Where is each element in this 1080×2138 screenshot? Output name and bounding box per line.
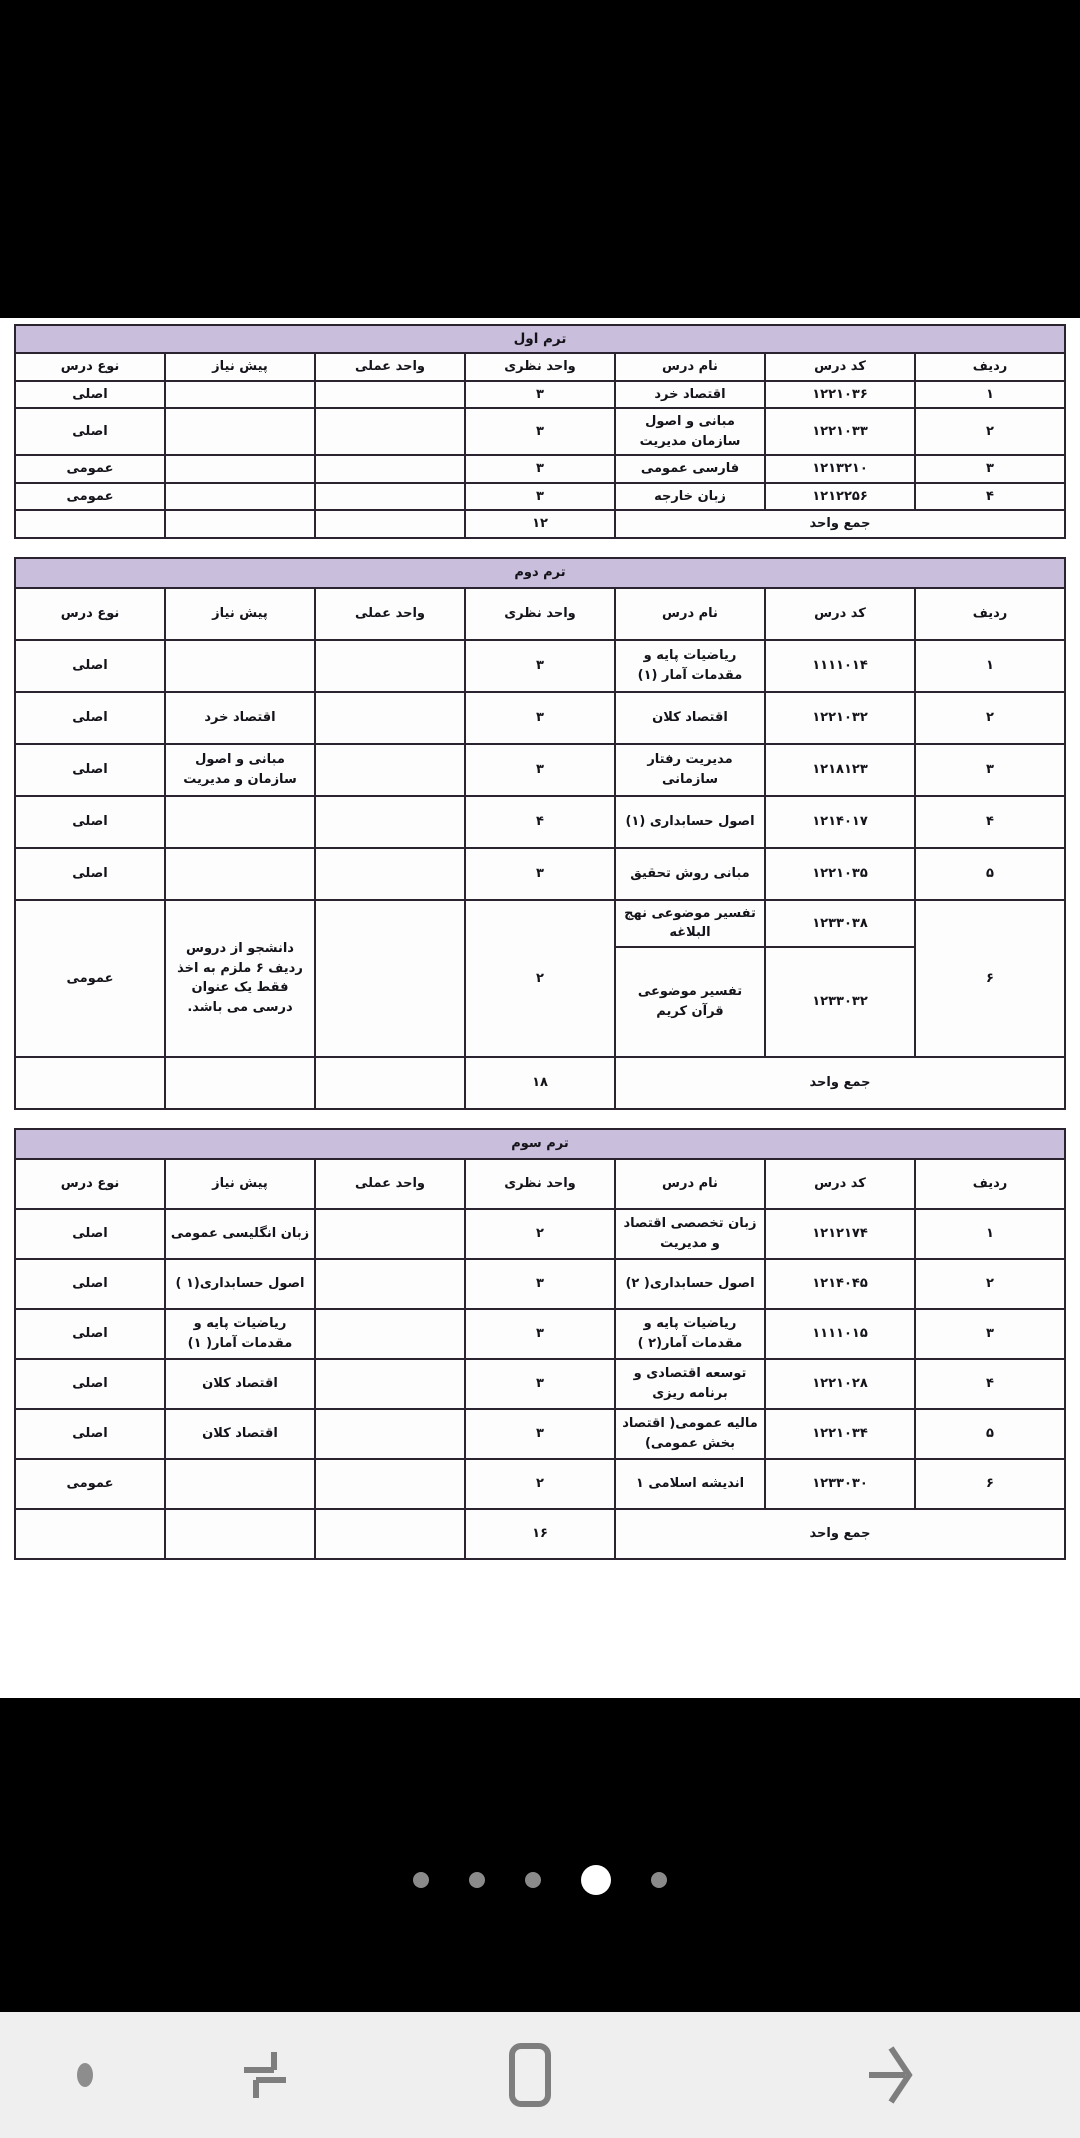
cell-type: اصلی [15, 1309, 165, 1359]
term1-sum-row [15, 510, 1065, 538]
cell-code: ۱۲۲۱۰۳۶ [765, 381, 915, 409]
cell-practical [315, 455, 465, 483]
cell-code: ۱۲۳۳۰۳۸ [765, 900, 915, 947]
nav-dot-indicator-button[interactable] [0, 2012, 170, 2138]
table-row [15, 408, 1065, 455]
cell-type: اصلی [15, 1359, 165, 1409]
cell-code: ۱۲۲۱۰۳۲ [765, 692, 915, 744]
cell-name: اصول حسابداری( ۲) [615, 1259, 765, 1309]
col-header-theory: واحد نظری [465, 588, 615, 640]
term1-title: ترم اول [15, 325, 1065, 353]
sum-label: جمع واحد [615, 1509, 1065, 1559]
cell-theory: ۳ [465, 1359, 615, 1409]
col-header-radif: ردیف [915, 588, 1065, 640]
cell-type: اصلی [15, 848, 165, 900]
table-row [15, 1259, 1065, 1309]
cell-practical [315, 1259, 465, 1309]
cell-practical [315, 744, 465, 796]
cell-type: عمومی [15, 1459, 165, 1509]
cell-prereq: اقتصاد کلان [165, 1359, 315, 1409]
col-header-practical: واحد عملی [315, 1159, 465, 1209]
cell-code: ۱۲۱۸۱۲۳ [765, 744, 915, 796]
page-dot-3[interactable] [525, 1872, 541, 1888]
cell-type: عمومی [15, 483, 165, 511]
sum-prereq-blank [165, 1057, 315, 1109]
col-header-code: کد درس [765, 353, 915, 381]
cell-type: اصلی [15, 408, 165, 455]
cell-code: ۱۲۳۳۰۳۰ [765, 1459, 915, 1509]
cell-type: اصلی [15, 1209, 165, 1259]
cell-radif: ۲ [915, 408, 1065, 455]
cell-practical [315, 1209, 465, 1259]
cell-prereq: مبانی و اصول سازمان و مدیریت [165, 744, 315, 796]
cell-theory: ۲ [465, 1459, 615, 1509]
nav-recents-button[interactable] [170, 2012, 360, 2138]
cell-name: اصول حسابداری (۱) [615, 796, 765, 848]
table-row [15, 1409, 1065, 1459]
cell-practical [315, 796, 465, 848]
cell-theory: ۳ [465, 455, 615, 483]
cell-practical [315, 1359, 465, 1409]
table-row [15, 744, 1065, 796]
page-indicator[interactable] [0, 1860, 1080, 1900]
table-row [15, 455, 1065, 483]
term3-sum-row [15, 1509, 1065, 1559]
term2-title: ترم دوم [15, 558, 1065, 588]
cell-theory: ۳ [465, 744, 615, 796]
cell-prereq: اقتصاد کلان [165, 1409, 315, 1459]
sum-theory: ۱۲ [465, 510, 615, 538]
cell-prereq: ریاضیات پایه و مقدمات آمار( ۱) [165, 1309, 315, 1359]
cell-code: ۱۲۳۳۰۳۲ [765, 947, 915, 1057]
cell-type: عمومی [15, 900, 165, 1057]
col-header-radif: ردیف [915, 1159, 1065, 1209]
cell-prereq [165, 640, 315, 692]
cell-radif: ۱ [915, 640, 1065, 692]
page-dot-2[interactable] [469, 1872, 485, 1888]
term1-table [14, 324, 1066, 539]
sum-type-blank [15, 510, 165, 538]
cell-radif: ۳ [915, 744, 1065, 796]
cell-code: ۱۱۱۱۰۱۵ [765, 1309, 915, 1359]
cell-practical [315, 1409, 465, 1459]
col-header-type: نوع درس [15, 588, 165, 640]
col-header-name: نام درس [615, 1159, 765, 1209]
col-header-name: نام درس [615, 353, 765, 381]
cell-radif: ۱ [915, 1209, 1065, 1259]
cell-radif: ۳ [915, 1309, 1065, 1359]
col-header-code: کد درس [765, 1159, 915, 1209]
cell-prereq [165, 848, 315, 900]
term3-table [14, 1128, 1066, 1560]
term-table-block-2 [14, 557, 1066, 1110]
cell-radif: ۶ [915, 1459, 1065, 1509]
cell-prereq: اقتصاد خرد [165, 692, 315, 744]
table-row [15, 640, 1065, 692]
cell-practical [315, 483, 465, 511]
col-header-prereq: پیش نیاز [165, 353, 315, 381]
cell-practical [315, 408, 465, 455]
cell-type: اصلی [15, 1259, 165, 1309]
cell-code: ۱۲۱۲۲۵۶ [765, 483, 915, 511]
term2-header-row [15, 588, 1065, 640]
cell-type: اصلی [15, 381, 165, 409]
cell-code: ۱۱۱۱۰۱۴ [765, 640, 915, 692]
cell-prereq [165, 483, 315, 511]
col-header-name: نام درس [615, 588, 765, 640]
cell-type: اصلی [15, 744, 165, 796]
cell-code: ۱۲۱۴۰۴۵ [765, 1259, 915, 1309]
cell-radif: ۴ [915, 796, 1065, 848]
cell-radif: ۳ [915, 455, 1065, 483]
cell-name: فارسی عمومی [615, 455, 765, 483]
sum-type-blank [15, 1057, 165, 1109]
cell-radif: ۴ [915, 1359, 1065, 1409]
cell-prereq [165, 381, 315, 409]
cell-theory: ۳ [465, 408, 615, 455]
sum-practical-blank [315, 1057, 465, 1109]
term3-header-row [15, 1159, 1065, 1209]
cell-name: مالیه عمومی( اقتصاد بخش عمومی) [615, 1409, 765, 1459]
col-header-radif: ردیف [915, 353, 1065, 381]
col-header-theory: واحد نظری [465, 353, 615, 381]
dot-indicator-icon [77, 2063, 93, 2087]
cell-code: ۱۲۱۲۱۷۴ [765, 1209, 915, 1259]
cell-practical [315, 900, 465, 1057]
document-viewer[interactable] [0, 318, 1080, 1698]
cell-theory: ۳ [465, 483, 615, 511]
col-header-theory: واحد نظری [465, 1159, 615, 1209]
recents-icon [230, 2040, 300, 2110]
cell-theory: ۳ [465, 1259, 615, 1309]
cell-name: مبانی روش تحقیق [615, 848, 765, 900]
cell-practical [315, 1459, 465, 1509]
cell-code: ۱۲۱۳۲۱۰ [765, 455, 915, 483]
home-icon [493, 2038, 567, 2112]
cell-practical [315, 640, 465, 692]
cell-prereq [165, 408, 315, 455]
cell-prereq [165, 455, 315, 483]
cell-name: زبان تخصصی اقتصاد و مدیریت [615, 1209, 765, 1259]
cell-name: تفسیر موضوعی قرآن کریم [615, 947, 765, 1057]
cell-radif: ۲ [915, 1259, 1065, 1309]
term3-title-row [15, 1129, 1065, 1159]
cell-theory: ۳ [465, 848, 615, 900]
sum-label: جمع واحد [615, 510, 1065, 538]
col-header-type: نوع درس [15, 353, 165, 381]
cell-prereq: اصول حسابداری(۱ ) [165, 1259, 315, 1309]
table-row [15, 1459, 1065, 1509]
sum-label: جمع واحد [615, 1057, 1065, 1109]
cell-theory: ۳ [465, 381, 615, 409]
cell-type: اصلی [15, 692, 165, 744]
table-row [15, 1209, 1065, 1259]
cell-theory: ۳ [465, 640, 615, 692]
cell-theory: ۳ [465, 1309, 615, 1359]
cell-prereq [165, 796, 315, 848]
cell-name: مدیریت رفتار سازمانی [615, 744, 765, 796]
term2-title-row [15, 558, 1065, 588]
table-row-merged-a [15, 900, 1065, 947]
cell-name: ریاضیات پایه و مقدمات آمار (۱) [615, 640, 765, 692]
cell-code: ۱۲۲۱۰۲۸ [765, 1359, 915, 1409]
cell-practical [315, 1309, 465, 1359]
cell-prereq-note: دانشجو از دروس ردیف ۶ ملزم به اخذ فقط یک عنوان درسی می باشد. [165, 900, 315, 1057]
col-header-prereq: پیش نیاز [165, 588, 315, 640]
cell-theory: ۳ [465, 1409, 615, 1459]
table-row [15, 483, 1065, 511]
col-header-practical: واحد عملی [315, 353, 465, 381]
cell-type: عمومی [15, 455, 165, 483]
page-dot-5[interactable] [651, 1872, 667, 1888]
cell-theory: ۲ [465, 900, 615, 1057]
term2-sum-row [15, 1057, 1065, 1109]
system-navigation-bar [0, 2012, 1080, 2138]
cell-radif: ۶ [915, 900, 1065, 1057]
col-header-prereq: پیش نیاز [165, 1159, 315, 1209]
cell-type: اصلی [15, 640, 165, 692]
cell-radif: ۲ [915, 692, 1065, 744]
cell-name: توسعه اقتصادی و برنامه ریزی [615, 1359, 765, 1409]
sum-prereq-blank [165, 1509, 315, 1559]
page-dot-4-active[interactable] [581, 1865, 611, 1895]
term-table-block-1 [14, 324, 1066, 539]
cell-prereq [165, 1459, 315, 1509]
table-row [15, 692, 1065, 744]
cell-radif: ۴ [915, 483, 1065, 511]
cell-theory: ۲ [465, 1209, 615, 1259]
cell-name: اندیشه اسلامی ۱ [615, 1459, 765, 1509]
back-arrow-icon [853, 2038, 927, 2112]
cell-practical [315, 692, 465, 744]
cell-theory: ۳ [465, 692, 615, 744]
cell-name: تفسیر موضوعی نهج البلاغه [615, 900, 765, 947]
col-header-type: نوع درس [15, 1159, 165, 1209]
cell-radif: ۵ [915, 848, 1065, 900]
cell-practical [315, 381, 465, 409]
table-row [15, 381, 1065, 409]
cell-practical [315, 848, 465, 900]
cell-type: اصلی [15, 796, 165, 848]
sum-type-blank [15, 1509, 165, 1559]
sum-theory: ۱۶ [465, 1509, 615, 1559]
table-row [15, 796, 1065, 848]
table-row [15, 848, 1065, 900]
term1-header-row [15, 353, 1065, 381]
col-header-practical: واحد عملی [315, 588, 465, 640]
nav-back-button[interactable] [700, 2012, 1080, 2138]
cell-code: ۱۲۲۱۰۳۵ [765, 848, 915, 900]
term-table-block-3 [14, 1128, 1066, 1560]
term1-title-row [15, 325, 1065, 353]
term3-title: ترم سوم [15, 1129, 1065, 1159]
cell-code: ۱۲۲۱۰۳۳ [765, 408, 915, 455]
cell-name: اقتصاد خرد [615, 381, 765, 409]
cell-prereq: زبان انگلیسی عمومی [165, 1209, 315, 1259]
sum-theory: ۱۸ [465, 1057, 615, 1109]
sum-prereq-blank [165, 510, 315, 538]
cell-name: اقتصاد کلان [615, 692, 765, 744]
cell-code: ۱۲۱۴۰۱۷ [765, 796, 915, 848]
cell-type: اصلی [15, 1409, 165, 1459]
cell-radif: ۱ [915, 381, 1065, 409]
cell-name: زبان خارجه [615, 483, 765, 511]
sum-practical-blank [315, 510, 465, 538]
nav-home-button[interactable] [360, 2012, 700, 2138]
sum-practical-blank [315, 1509, 465, 1559]
cell-name: ریاضیات پایه و مقدمات آمار(۲ ) [615, 1309, 765, 1359]
table-row [15, 1309, 1065, 1359]
cell-theory: ۴ [465, 796, 615, 848]
page-dot-1[interactable] [413, 1872, 429, 1888]
table-row [15, 1359, 1065, 1409]
cell-code: ۱۲۲۱۰۳۴ [765, 1409, 915, 1459]
cell-radif: ۵ [915, 1409, 1065, 1459]
col-header-code: کد درس [765, 588, 915, 640]
cell-name: مبانی و اصول سازمان مدیریت [615, 408, 765, 455]
term2-table [14, 557, 1066, 1110]
